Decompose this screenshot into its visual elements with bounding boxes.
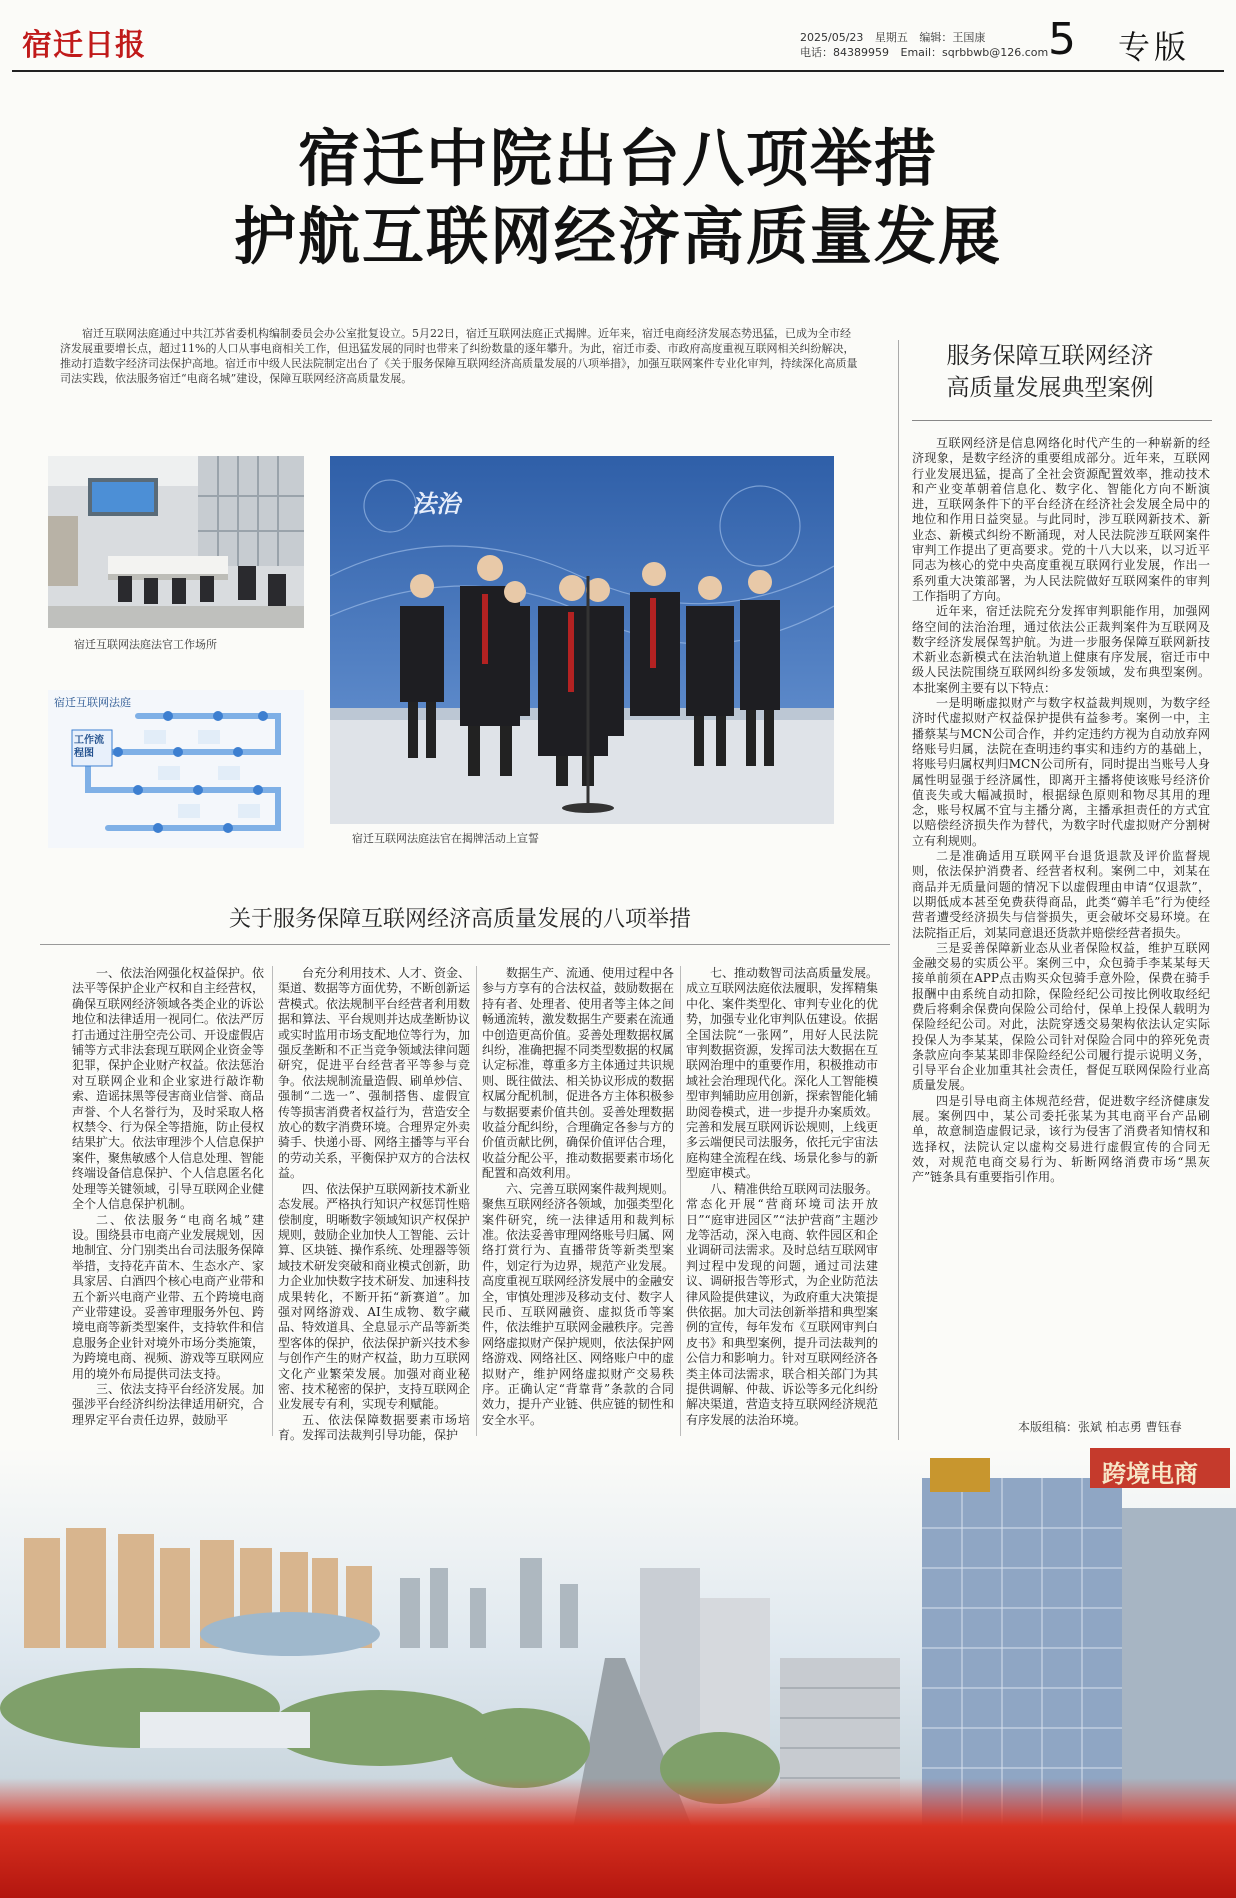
editors-credit: 本版组稿：张斌 柏志勇 曹钰春	[1018, 1420, 1182, 1434]
measure-paragraph: 七、推动数智司法高质量发展。成立互联网法庭依法履职，发挥精集中化、案件类型化、审判专业化的优势，加强专业化审判队伍建设。依据全国法院“一张网”，用好人民法院审判数据资源，发挥司法大数据在互联网治理中的重要作用，积极推动市域社会治理现代化。深化人工智能模型审判辅助应用创新，探索智能化辅助阅卷模式，进一步提升办案质效。完善和发展互联网诉讼规则，上线更多云端便民司法服务，依托元宇宙法庭构建全流程在线、场景化参与的新型庭审模式。	[686, 966, 878, 1181]
sidebar-title-line-2: 高质量发展典型案例	[946, 375, 1154, 401]
ceremony-photo-caption: 宿迁互联网法庭法官在揭牌活动上宣誓	[352, 832, 539, 845]
backdrop-text: 法治	[412, 489, 460, 518]
measures-column-4	[686, 966, 878, 1446]
flowchart-label: 工作流程图	[74, 735, 104, 759]
issue-weekday: 星期五	[874, 31, 908, 44]
office-photo-caption: 宿迁互联网法庭法官工作场所	[74, 638, 217, 651]
contact-email: Email：sqrbbwb@126.com	[900, 46, 1049, 59]
flowchart-graphic	[48, 690, 304, 848]
measure-paragraph: 四、依法保护互联网新技术新业态发展。严格执行知识产权惩罚性赔偿制度，明晰数字领域知识产权保护规则，鼓励企业加快人工智能、云计算、区块链、操作系统、处理器等领域技术研发突破和商业模式创新，助力企业加快数字技术研发、加速科技成果转化，不断开拓“新赛道”。加强对网络游戏、AI生成物、数字藏品、特效道具、全息显示产品等新类型客体的保护，依法保护新兴技术参与创作产生的财产权益，助力互联网文化产业繁荣发展。加强对商业秘密、技术秘密的保护，支持互联网企业发展专有利，实现专利赋能。	[278, 1181, 470, 1412]
measures-title: 关于服务保障互联网经济高质量发展的八项举措	[228, 907, 691, 932]
sidebar-paragraph: 二是准确适用互联网平台退货退款及评价监督规则，依法保护消费者、经营者权利。案例二中，刘某在商品并无质量问题的情况下以虚假理由申请“仅退款”，以期低成本甚至免费获得商品，此类“薅羊毛”行为使经营者遭受经济损失与信誉损失，更会破坏交易环境。在法院指正后，刘某同意退还货款并赔偿经营者损失。	[912, 849, 1210, 940]
headline-line-2: 护航互联网经济高质量发展	[233, 200, 1002, 273]
page-headline	[0, 120, 1236, 276]
column-divider	[898, 340, 899, 1440]
measures-rule	[40, 944, 890, 945]
measure-paragraph: 台充分利用技术、人才、资金、渠道、数据等方面优势，不断创新运营模式。依法规制平台经营者利用数据和算法、平台规则并达成垄断协议或实时监用市场支配地位等行为，加强反垄断和不正当竞争领域法律问题研究，促进平台经营者平等参与竞争。依法规制流量造假、刷单炒信、强制“二选一”、强制搭售、虚假宣传等损害消费者权益行为，营造安全放心的数字消费环境。合理界定外卖骑手、快递小哥、网络主播等与平台的劳动关系，平衡保护双方的合法权益。	[278, 966, 470, 1181]
measure-paragraph: 一、依法治网强化权益保护。依法平等保护企业产权和自主经营权，确保互联网经济领域各类企业的诉讼地位和法律适用一视同仁。依法严厉打击通过注册空壳公司、开设虚假店铺等方式非法套现互联网企业资金等犯罪，保护企业财产权益。依法惩治对互联网企业和企业家进行敲诈勒索、造谣抹黑等侵害商业信誉、商品声誉、个人名誉行为，及时采取人格权禁令、行为保全等措施，防止侵权结果扩大。依法审理涉个人信息保护案件，聚焦敏感个人信息处理、智能终端设备信息保护、个人信息匿名化处理等关键领域，引导互联网企业健全个人信息保护机制。	[72, 966, 264, 1212]
column-separator	[476, 966, 477, 1436]
masthead-rule	[12, 70, 1224, 72]
measure-paragraph: 五、依法保障数据要素市场培育。发挥司法裁判引导功能，保护	[278, 1412, 470, 1443]
column-separator	[272, 966, 273, 1436]
office-photo	[48, 456, 304, 628]
masthead-info	[800, 30, 1056, 60]
lead-paragraph	[60, 326, 860, 386]
measures-column-3	[482, 966, 674, 1446]
contact-phone: 电话：84389959	[800, 46, 889, 59]
sidebar-body	[912, 436, 1210, 1186]
sidebar-paragraph: 一是明晰虚拟财产与数字权益裁判规则，为数字经济时代虚拟财产权益保护提供有益参考。案例一中，主播蔡某与MCN公司合作，并约定违约方视为自动放弃网络账号归属，法院在查明违约事实和违约方的基础上，将账号归属权判归MCN公司所有，同时提出当账号人身属性明显强于经济属性，即离开主播将使该账号经济价值丧失或大幅减损时，根据绿色原则和物尽其用的理念，账号权属不宜与主播分离，主播承担责任的方式宜以赔偿经济损失作为替代，为数字时代虚拟财产分割树立有利规则。	[912, 696, 1210, 848]
issue-date: 2025/05/23	[800, 31, 864, 44]
flowchart-title: 宿迁互联网法庭	[54, 696, 131, 709]
sidebar-paragraph: 互联网经济是信息网络化时代产生的一种崭新的经济现象，是数字经济的重要组成部分。近年来，互联网行业发展迅猛，提高了全社会资源配置效率，推动技术和产业变革朝着信息化、数字化、智能化方向不断演进，互联网条件下的平台经济在经济社会发展全局中的地位和作用日益突显。与此同时，涉互联网新技术、新业态、新模式纠纷不断涌现，对人民法院涉互联网案件审判工作提出了更高要求。党的十八大以来，以习近平同志为核心的党中央高度重视互联网行业发展，作出一系列重大决策部署，为人民法院做好互联网案件的审判工作指明了方向。	[912, 436, 1210, 603]
section-name: 专版	[1118, 28, 1191, 66]
column-separator	[680, 966, 681, 1436]
ceremony-photo-graphic	[330, 456, 834, 824]
sidebar-title-line-1: 服务保障互联网经济	[946, 343, 1154, 369]
masthead	[0, 0, 1236, 70]
measure-paragraph: 六、完善互联网案件裁判规则。聚焦互联网经济各领域，加强类型化案件研究，统一法律适用和裁判标准。依法妥善审理网络账号归属、网络打赏行为、直播带货等新类型案件，划定行为边界，规范产业发展。高度重视互联网经济发展中的金融安全，审慎处理涉及移动支付、数字人民币、互联网融资、虚拟货币等案件，依法维护互联网金融秩序。完善网络虚拟财产保护规则，依法保护网络游戏、网络社区、网络账户中的虚拟财产，维护网络虚拟财产交易秩序。正确认定“背靠背”条款的合同效力，提升产业链、供应链的韧性和安全水平。	[482, 1181, 674, 1427]
page-editor: 编辑：王国康	[919, 31, 986, 44]
lead-text: 宿迁互联网法庭通过中共江苏省委机构编制委员会办公室批复设立。5月22日，宿迁互联网法庭正式揭牌。近年来，宿迁电商经济发展态势迅猛，已成为全市经济发展重要增长点，超过11%的人口从事电商相关工作，但迅猛发展的同时也带来了纠纷数量的逐年攀升。为此，宿迁市委、市政府高度重视互联网相关纠纷解决，推动打造数字经济司法保护高地。宿迁市中级人民法院制定出台了《关于服务保障互联网经济高质量发展的八项举措》，加强互联网案件专业化审判，持续深化高质量司法实践，依法服务宿迁“电商名城”建设，保障互联网经济高质量发展。	[60, 327, 858, 385]
flowchart-image	[48, 690, 304, 848]
sidebar-rule	[912, 420, 1212, 421]
measure-paragraph: 数据生产、流通、使用过程中各参与方享有的合法权益，鼓励数据在持有者、处理者、使用者等主体之间畅通流转，激发数据生产要素在流通中创造更高价值。妥善处理数据权属纠纷，准确把握不同类型数据的权属认定标准，尊重多方主体通过共识规则、既往做法、相关协议形成的数据权属分配机制，促进各方主体积极参与数据要素价值共创。妥善处理数据收益分配纠纷，合理确定各参与方的价值贡献比例，确保价值评估合理，收益分配公平，推动数据要素市场化配置和高效利用。	[482, 966, 674, 1181]
measures-column-1	[72, 966, 264, 1446]
measure-paragraph: 三、依法支持平台经济发展。加强涉平台经济纠纷法律适用研究，合理界定平台责任边界，鼓励平	[72, 1381, 264, 1427]
city-sign: 跨境电商	[1102, 1460, 1198, 1488]
sidebar-paragraph: 三是妥善保障新业态从业者保险权益，维护互联网金融交易的实质公平。案例三中，众包骑手李某某每天接单前须在APP点击购买众包骑手意外险，保费在骑手报酬中由系统自动扣除，保险经纪公司按比例收取经纪费后将剩余保费向保险公司给付，保单上投保人载明为保险经纪公司。对此，法院穿透交易架构依法认定实际投保人为李某某，保险公司针对保险合同中的猝死免责条款应向李某某即非保险经纪公司履行提示说明义务，引导平台企业加重其社会责任，督促互联网保险行业高质量发展。	[912, 940, 1210, 1093]
ceremony-photo	[330, 456, 834, 824]
sidebar-paragraph: 四是引导电商主体规范经营，促进数字经济健康发展。案例四中，某公司委托张某为其电商平台产品刷单，故意制造虚假记录，该行为侵害了消费者知情权和选择权，法院认定以虚构交易进行虚假宣传的合同无效，对规范电商交易行为、斩断网络消费市场“黑灰产”链条具有重要指引作用。	[912, 1093, 1210, 1185]
page-number: 5	[1048, 14, 1076, 65]
measures-column-2	[278, 966, 470, 1446]
office-photo-graphic	[48, 456, 304, 628]
measure-paragraph: 八、精准供给互联网司法服务。常态化开展“营商环境司法开放日”“庭审进园区”“法护营商”主题沙龙等活动，深入电商、软件园区和企业调研司法需求。及时总结互联网审判过程中发现的问题，通过司法建议、调研报告等形式，为企业防范法律风险提供建议，为政府重大决策提供依据。加大司法创新举措和典型案例的宣传，每年发布《互联网审判白皮书》和典型案例，提升司法裁判的公信力和影响力。针对互联网经济各类主体司法需求，联合相关部门为其提供调解、仲裁、诉讼等多元化纠纷解决渠道，营造支持互联网经济规范有序发展的法治环境。	[686, 1181, 878, 1427]
headline-line-1: 宿迁中院出台八项举措	[297, 122, 938, 195]
city-skyline-graphic	[0, 1448, 1236, 1898]
sidebar-paragraph: 近年来，宿迁法院充分发挥审判职能作用，加强网络空间的法治治理，通过依法公正裁判案件为互联网及数字经济发展保驾护航。为进一步服务保障互联网新技术新业态新模式在法治轨道上健康有序发展，宿迁市中级人民法院围绕互联网纠纷多发领域，发布典型案例。本批案例主要有以下特点：	[912, 604, 1210, 695]
sidebar-title	[915, 340, 1185, 404]
measure-paragraph: 二、依法服务“电商名城”建设。围绕县市电商产业发展规划，因地制宜、分门别类出台司法服务保障举措，支持花卉苗木、生态水产、家具家居、白酒四个核心电商产业带和五个新兴电商产业带、五个跨境电商产业带建设。妥善审理服务外包、跨境电商等新类型案件，支持软件和信息服务企业针对境外市场分类施策，为跨境电商、视频、游戏等互联网应用的境外布局提供司法支持。	[72, 1212, 264, 1381]
newspaper-logo: 宿迁日报	[22, 28, 146, 63]
city-skyline-photo	[0, 1448, 1236, 1898]
